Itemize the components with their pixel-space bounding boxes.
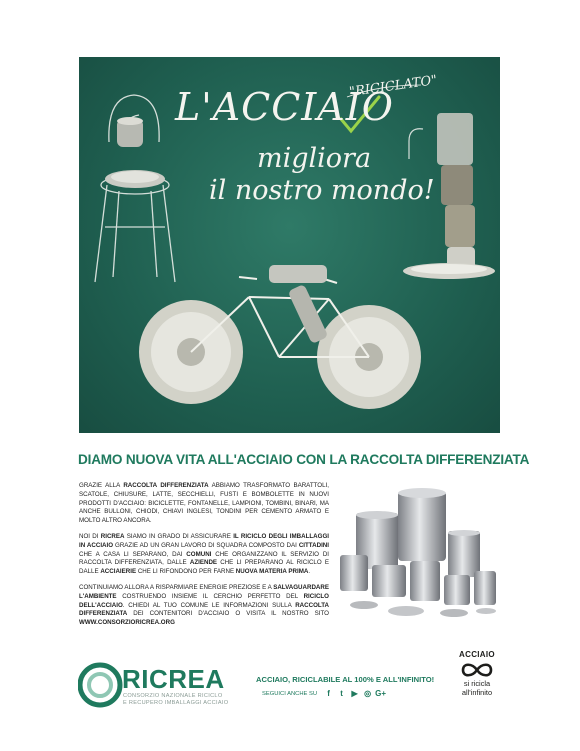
acciaio-sub-2: all'infinito <box>461 688 493 697</box>
text-span: COSTRUENDO INSIEME IL CERCHIO PERFETTO DEL <box>116 592 304 600</box>
youtube-icon[interactable]: ▶ <box>351 689 358 698</box>
text-span: CHE A CASA LI SEPARANO, DAI <box>79 550 187 558</box>
text-bold: ACCIAIERIE <box>100 568 137 576</box>
google-plus-icon[interactable]: G+ <box>375 689 387 698</box>
text-span: CHE LI PREPARANO AL RICICLO E DALLE <box>79 559 330 576</box>
text-span: . CHIEDI AL TUO COMUNE LE INFORMAZIONI SULLA <box>122 601 296 609</box>
acciaio-sub-1: si ricicla <box>463 679 491 688</box>
text-span: SIAMO IN GRADO DI ASSICURARE <box>124 532 234 540</box>
text-bold: RACCOLTA DIFFERENZIATA <box>123 482 209 489</box>
ricrea-brand: RICREA <box>122 664 225 694</box>
text-span: NOI DI <box>79 532 101 540</box>
fountain-sketch <box>409 129 423 159</box>
hero-chalkboard <box>79 57 500 433</box>
bicycle <box>139 265 421 409</box>
text-span: GRAZIE AD UN GRAN LAVORO DI SQUADRA COMPOSTO DAI <box>113 541 299 549</box>
twitter-icon[interactable]: t <box>340 689 343 698</box>
headline: DIAMO NUOVA VITA ALL'ACCIAIO CON LA RACCOLTA DIFFERENZIATA <box>78 452 530 467</box>
text-bold: COMUNI <box>186 550 212 558</box>
acciaio-badge <box>447 650 507 697</box>
paragraph-3 <box>79 584 329 628</box>
ricrea-brand-subtitle <box>123 693 263 707</box>
follow-label: SEGUICI ANCHE SU <box>262 690 318 697</box>
text-span: DEI CONTENITORI D'ACCIAIO O VISITA IL NOSTRO SITO <box>127 610 329 618</box>
text-span: ABBIAMO TRASFORMATO BARATTOLI, SCATOLE, CHIUSURE, LATTE, SECCHIELLI, FUSTI E BOMBOLETTE IN NUOVI PRODOTTI D'ACCIAIO: BICICLETTE, FONTANELLE, LAMPIONI, TOMBINI, BINARI, MA ANCHE BULLONI, CHIODI, CHIAVI INGLESI, TONDINI PER CEMENTO ARMATO E MOLTO ALTRO ANCORA. <box>79 482 329 525</box>
paragraph-2 <box>79 533 329 577</box>
text-span: CHE LI RIFONDONO PER FARNE <box>136 568 236 576</box>
infinity-icon <box>460 661 494 679</box>
text-bold: RICICLO DELL'ACCIAIO <box>79 592 329 609</box>
text-bold: RACCOLTA DIFFERENZIATA <box>79 601 329 618</box>
hero-title: L'ACCIAIO <box>175 85 394 129</box>
website-link[interactable]: WWW.CONSORZIORICREA.ORG <box>79 619 175 627</box>
brand-sub-line-2: E RECUPERO IMBALLAGGI ACCIAIO <box>123 700 229 706</box>
text-bold: SALVAGUARDARE L'AMBIENTE <box>79 583 329 600</box>
instagram-icon[interactable]: ◎ <box>364 689 372 698</box>
text-span: CHE ORGANIZZANO IL SERVIZIO DI RACCOLTA DIFFERENZIATA, DALLE <box>79 550 330 567</box>
text-bold: CITTADINI <box>298 541 329 549</box>
text-span: GRAZIE ALLA <box>79 482 124 489</box>
text-bold: NUOVA MATERIA PRIMA <box>235 568 309 576</box>
paragraph-1 <box>79 482 329 526</box>
footer-tagline: ACCIAIO, RICICLABILE AL 100% E ALL'INFINITO! <box>256 675 435 684</box>
hero-line-2: il nostro mondo! <box>209 175 435 206</box>
steel-cans-illustration <box>336 485 506 625</box>
brand-sub-line-1: CONSORZIO NAZIONALE RICICLO <box>123 693 223 699</box>
text-span: . <box>308 568 311 576</box>
hero-tag: "RICICLATO" <box>348 72 439 101</box>
text-span: CONTINUIAMO ALLORA A RISPARMIARE ENERGIE PREZIOSE E A <box>79 583 274 591</box>
text-bold: IL RICICLO DEGLI IMBALLAGGI IN ACCIAIO <box>79 532 329 549</box>
text-bold: RICREA <box>100 532 125 540</box>
text-bold: AZIENDE <box>189 559 218 567</box>
chair-cans <box>105 117 165 188</box>
acciaio-title: ACCIAIO <box>459 650 495 659</box>
social-follow <box>262 689 385 698</box>
hero-line-1: migliora <box>257 143 372 174</box>
body-text <box>79 482 329 635</box>
facebook-icon[interactable]: f <box>327 689 330 698</box>
